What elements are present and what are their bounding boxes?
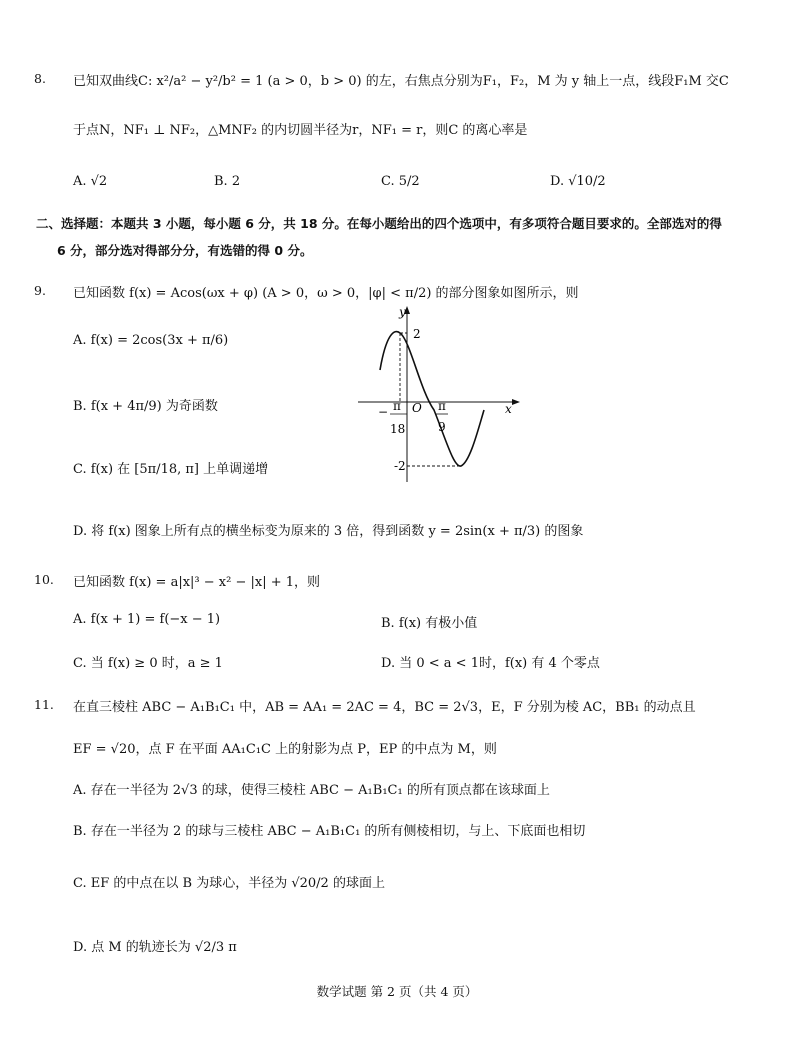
q10-option-c: C. 当 f(x) ≥ 0 时，a ≥ 1 [73,656,223,671]
x-left-sign: − [378,405,389,419]
x-right-numerator: π [438,399,446,413]
q11-option-b: B. 存在一半径为 2 的球与三棱柱 ABC − A₁B₁C₁ 的所有侧棱相切，与上、下底面也相切 [73,824,586,839]
q8-option-c: C. 5/2 [381,174,420,189]
origin-label: O [412,401,422,415]
x-right-denominator: 9 [438,420,446,434]
q11-option-d: D. 点 M 的轨迹长为 √2/3 π [73,940,237,955]
x-axis-arrow-icon [512,399,520,405]
q11-number: 11. [34,697,54,712]
y-min-label: -2 [394,459,406,473]
section-heading-line1: 二、选择题：本题共 3 小题，每小题 6 分，共 18 分。在每小题给出的四个选项中，有多项符合题目要求的。全部选对的得 [36,216,722,231]
section-heading-line2: 6 分，部分选对得部分分，有选错的得 0 分。 [57,243,313,258]
q8-option-d: D. √10/2 [550,174,606,189]
q11-option-c: C. EF 的中点在以 B 为球心，半径为 √20/2 的球面上 [73,876,385,891]
q9-number: 9. [34,283,46,298]
q9-option-a: A. f(x) = 2cos(3x + π/6) [73,333,229,348]
y-max-label: 2 [413,327,421,341]
q9-option-c: C. f(x) 在 [5π/18, π] 上单调递增 [73,462,269,477]
q8-stem-line2: 于点N，NF₁ ⊥ NF₂，△MNF₂ 的内切圆半径为r，NF₁ = r，则C 的离心率是 [73,123,528,138]
q8-option-b: B. 2 [214,174,241,189]
q9-stem: 已知函数 f(x) = Acos(ωx + φ) (A > 0，ω > 0，|φ| < π/2) 的部分图象如图所示，则 [73,286,579,301]
q11-stem-line1: 在直三棱柱 ABC − A₁B₁C₁ 中，AB = AA₁ = 2AC = 4，BC = 2√3，E，F 分别为棱 AC，BB₁ 的动点且 [73,700,696,715]
q9-function-graph [350,300,530,490]
q9-option-b: B. f(x + 4π/9) 为奇函数 [73,399,218,414]
q10-option-d: D. 当 0 < a < 1时，f(x) 有 4 个零点 [381,656,600,671]
q8-option-a: A. √2 [73,174,108,189]
q11-stem-line2: EF = √20，点 F 在平面 AA₁C₁C 上的射影为点 P，EP 的中点为 M，则 [73,742,497,757]
q9-option-d: D. 将 f(x) 图象上所有点的横坐标变为原来的 3 倍，得到函数 y = 2sin(x + π/3) 的图象 [73,524,584,539]
q10-option-b: B. f(x) 有极小值 [381,616,478,631]
q10-number: 10. [34,572,54,587]
x-left-numerator: π [393,399,401,413]
x-axis-label: x [505,402,512,416]
y-axis-label: y [399,305,406,319]
q10-option-a: A. f(x + 1) = f(−x − 1) [73,612,221,627]
q11-option-a: A. 存在一半径为 2√3 的球，使得三棱柱 ABC − A₁B₁C₁ 的所有顶点都在该球面上 [73,783,550,798]
q8-number: 8. [34,71,46,86]
q8-stem-line1: 已知双曲线C: x²/a² − y²/b² = 1 (a > 0，b > 0) 的左，右焦点分别为F₁，F₂，M 为 y 轴上一点，线段F₁M 交C [73,74,729,89]
x-left-denominator: 18 [390,422,406,436]
q10-stem: 已知函数 f(x) = a|x|³ − x² − |x| + 1，则 [73,575,321,590]
page-footer: 数学试题 第 2 页（共 4 页） [316,984,478,999]
